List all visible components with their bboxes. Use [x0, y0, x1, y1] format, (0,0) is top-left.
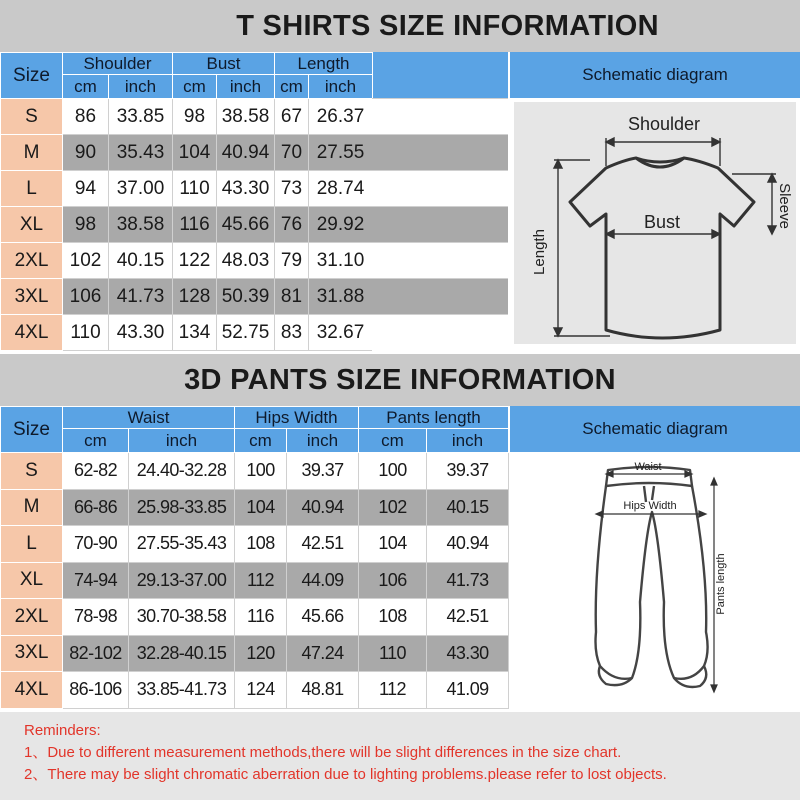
table-row	[1, 453, 509, 490]
hips-width-header: Hips Width	[235, 407, 359, 429]
table-cell: 100	[235, 453, 287, 490]
table-cell: 104	[359, 526, 427, 563]
size-label: L	[1, 171, 63, 207]
unit-header: cm	[235, 429, 287, 453]
table-row	[1, 672, 509, 709]
pants-schematic-diagram	[514, 452, 796, 710]
table-cell: 48.03	[217, 243, 275, 279]
blank-cell	[372, 314, 508, 350]
unit-header: inch	[287, 429, 359, 453]
reminders-title: Reminders:	[24, 722, 101, 739]
reminders-panel	[0, 712, 800, 800]
table-cell: 74-94	[63, 562, 129, 599]
table-cell: 31.88	[309, 279, 373, 315]
length-header: Length	[275, 53, 373, 75]
size-header: Size	[1, 407, 63, 453]
length-label: Length	[531, 229, 548, 275]
table-cell: 44.09	[287, 562, 359, 599]
bust-label: Bust	[643, 212, 681, 232]
table-row	[1, 526, 509, 563]
table-cell: 25.98-33.85	[129, 489, 235, 526]
table-cell: 38.58	[217, 99, 275, 135]
table-cell: 30.70-38.58	[129, 599, 235, 636]
table-cell: 124	[235, 672, 287, 709]
table-cell: 32.67	[309, 315, 373, 351]
table-cell: 29.13-37.00	[129, 562, 235, 599]
table-cell: 102	[63, 243, 109, 279]
table-row	[1, 243, 373, 279]
table-cell: 116	[235, 599, 287, 636]
reminder-line: 2、There may be slight chromatic aberration due to lighting problems.please refer to lost objects.	[24, 766, 667, 783]
table-row	[1, 207, 373, 243]
table-row	[1, 315, 373, 351]
table-cell: 24.40-32.28	[129, 453, 235, 490]
table-cell: 106	[63, 279, 109, 315]
table-row	[1, 135, 373, 171]
table-cell: 45.66	[287, 599, 359, 636]
table-cell: 41.73	[109, 279, 173, 315]
table-cell: 26.37	[309, 99, 373, 135]
table-cell: 39.37	[427, 453, 509, 490]
blank-cell	[372, 206, 508, 242]
reminder-line: 1、Due to different measurement methods,there will be slight differences in the size chart.	[24, 744, 622, 761]
tshirt-size-table	[0, 52, 373, 351]
bust-header: Bust	[173, 53, 275, 75]
table-row	[1, 562, 509, 599]
pants-schematic-header: Schematic diagram	[510, 406, 800, 452]
table-cell: 43.30	[427, 635, 509, 672]
table-cell: 43.30	[217, 171, 275, 207]
size-label: M	[1, 489, 63, 526]
table-cell: 40.94	[427, 526, 509, 563]
table-cell: 90	[63, 135, 109, 171]
table-cell: 43.30	[109, 315, 173, 351]
size-label: L	[1, 526, 63, 563]
table-cell: 50.39	[217, 279, 275, 315]
table-cell: 106	[359, 562, 427, 599]
table-cell: 40.94	[287, 489, 359, 526]
table-cell: 81	[275, 279, 309, 315]
table-row	[1, 279, 373, 315]
waist-label: Waist	[634, 461, 662, 473]
table-cell: 112	[235, 562, 287, 599]
tshirt-blank-column	[372, 52, 508, 354]
size-label: XL	[1, 207, 63, 243]
table-cell: 104	[235, 489, 287, 526]
table-cell: 41.09	[427, 672, 509, 709]
unit-header: inch	[217, 75, 275, 99]
table-cell: 32.28-40.15	[129, 635, 235, 672]
table-cell: 116	[173, 207, 217, 243]
table-cell: 100	[359, 453, 427, 490]
size-label: XL	[1, 562, 63, 599]
table-cell: 62-82	[63, 453, 129, 490]
unit-header: cm	[275, 75, 309, 99]
unit-header: cm	[63, 429, 129, 453]
table-row	[1, 99, 373, 135]
pants-outline-icon	[514, 452, 796, 710]
table-cell: 42.51	[287, 526, 359, 563]
table-cell: 52.75	[217, 315, 275, 351]
pants-length-header: Pants length	[359, 407, 509, 429]
shoulder-label: Shoulder	[627, 114, 701, 134]
table-cell: 83	[275, 315, 309, 351]
table-cell: 76	[275, 207, 309, 243]
table-cell: 110	[173, 171, 217, 207]
size-label: 3XL	[1, 635, 63, 672]
unit-header: cm	[173, 75, 217, 99]
table-cell: 110	[63, 315, 109, 351]
size-label: 4XL	[1, 315, 63, 351]
table-cell: 28.74	[309, 171, 373, 207]
tshirt-schematic-diagram	[514, 102, 796, 344]
table-cell: 48.81	[287, 672, 359, 709]
table-cell: 104	[173, 135, 217, 171]
table-cell: 70-90	[63, 526, 129, 563]
unit-header: cm	[63, 75, 109, 99]
size-label: S	[1, 99, 63, 135]
shoulder-header: Shoulder	[63, 53, 173, 75]
blank-cell	[372, 98, 508, 134]
table-cell: 67	[275, 99, 309, 135]
table-cell: 45.66	[217, 207, 275, 243]
size-label: 2XL	[1, 243, 63, 279]
table-cell: 70	[275, 135, 309, 171]
table-cell: 40.15	[427, 489, 509, 526]
table-cell: 120	[235, 635, 287, 672]
unit-header: inch	[309, 75, 373, 99]
blank-cell	[372, 134, 508, 170]
table-cell: 108	[235, 526, 287, 563]
table-cell: 35.43	[109, 135, 173, 171]
size-label: 4XL	[1, 672, 63, 709]
hips-width-label: Hips Width	[623, 500, 677, 512]
table-cell: 38.58	[109, 207, 173, 243]
size-label: 2XL	[1, 599, 63, 636]
table-cell: 73	[275, 171, 309, 207]
table-cell: 122	[173, 243, 217, 279]
unit-header: inch	[129, 429, 235, 453]
table-row	[1, 489, 509, 526]
table-cell: 98	[173, 99, 217, 135]
size-header: Size	[1, 53, 63, 99]
table-cell: 66-86	[63, 489, 129, 526]
waist-header: Waist	[63, 407, 235, 429]
size-label: M	[1, 135, 63, 171]
table-cell: 33.85-41.73	[129, 672, 235, 709]
table-cell: 110	[359, 635, 427, 672]
table-cell: 94	[63, 171, 109, 207]
unit-header: inch	[109, 75, 173, 99]
size-label: S	[1, 453, 63, 490]
table-cell: 31.10	[309, 243, 373, 279]
table-cell: 40.94	[217, 135, 275, 171]
tshirt-schematic-header: Schematic diagram	[510, 52, 800, 98]
table-cell: 86	[63, 99, 109, 135]
table-cell: 42.51	[427, 599, 509, 636]
table-cell: 82-102	[63, 635, 129, 672]
tshirt-outline-icon	[514, 102, 796, 344]
table-row	[1, 599, 509, 636]
table-cell: 27.55-35.43	[129, 526, 235, 563]
table-cell: 98	[63, 207, 109, 243]
blank-cell	[372, 242, 508, 278]
table-row	[1, 171, 373, 207]
table-cell: 37.00	[109, 171, 173, 207]
table-cell: 128	[173, 279, 217, 315]
table-cell: 29.92	[309, 207, 373, 243]
table-cell: 41.73	[427, 562, 509, 599]
tshirt-title: T SHIRTS SIZE INFORMATION	[0, 0, 800, 52]
unit-header: inch	[427, 429, 509, 453]
table-row	[1, 635, 509, 672]
table-cell: 33.85	[109, 99, 173, 135]
pants-length-label: Pants length	[715, 553, 727, 615]
table-cell: 78-98	[63, 599, 129, 636]
pants-title: 3D PANTS SIZE INFORMATION	[0, 354, 800, 406]
pants-size-table	[0, 406, 509, 709]
sleeve-label: Sleeve	[776, 183, 793, 229]
blank-cell	[372, 278, 508, 314]
table-cell: 102	[359, 489, 427, 526]
table-cell: 134	[173, 315, 217, 351]
unit-header: cm	[359, 429, 427, 453]
table-cell: 27.55	[309, 135, 373, 171]
size-label: 3XL	[1, 279, 63, 315]
table-cell: 40.15	[109, 243, 173, 279]
table-cell: 86-106	[63, 672, 129, 709]
blank-cell	[372, 170, 508, 206]
table-cell: 47.24	[287, 635, 359, 672]
table-cell: 112	[359, 672, 427, 709]
table-cell: 108	[359, 599, 427, 636]
table-cell: 79	[275, 243, 309, 279]
table-cell: 39.37	[287, 453, 359, 490]
